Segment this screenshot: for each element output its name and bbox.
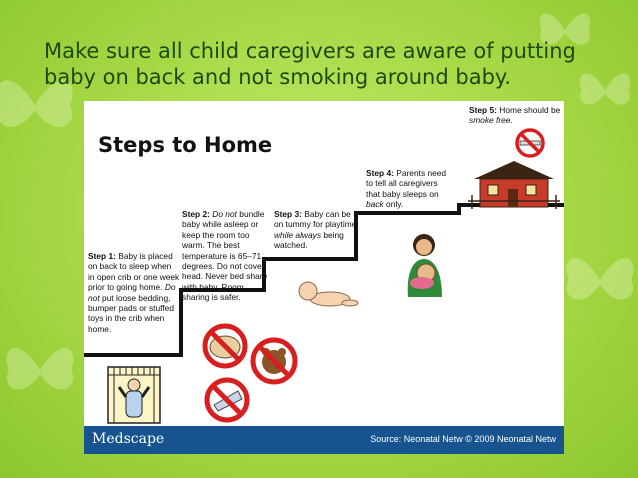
house-icon [468,157,560,211]
slide-title-line-1: Make sure all child caregivers are aware of putting [44,39,576,63]
step-1-text [88,251,180,334]
slide-title [44,38,604,90]
step-1-body-2: put loose bedding, bumper pads or stuffed toys in the crib when home. [88,292,174,334]
step-1-label: Step 1: [88,251,116,261]
butterfly-icon [560,240,638,320]
crib-icon [106,365,162,425]
step-3-emphasis: while always [274,229,322,240]
slide-title-line-2: baby on back and not smoking around baby. [44,65,512,89]
step-4-text [366,168,450,210]
step-2-body: bundle baby while asleep or keep the room too warm. The best temperature is 65–71 degrees. Do not cover head. Never bed share with baby. Room sharing is safer. [182,209,268,303]
step-4-body-2: only. [386,199,404,210]
step-3-label: Step 3: [274,209,302,219]
step-1-body: Baby is placed on back to sleep when in open crib or one week prior to going home. [88,251,180,293]
step-3-body: Baby can be on tummy for playtime [274,209,357,230]
baby-tummy-time-icon [296,277,360,309]
step-5-emphasis: smoke free. [469,115,513,126]
step-3-text [274,209,360,251]
step-5-body: Home should be [499,105,561,115]
step-1-emphasis: Do not [88,282,176,303]
step-2-emphasis: Do not [212,209,237,219]
step-3-body-2: being watched. [274,229,344,251]
no-blanket-icon [204,377,250,423]
step-4-body: Parents need to tell all caregivers that baby sleeps on [366,168,447,199]
step-4-label: Step 4: [366,168,394,178]
figure-footer [84,426,564,454]
butterfly-icon [0,330,80,410]
no-smoking-icon [514,127,546,159]
step-5-text [469,105,561,126]
step-2-label: Step 2: [182,209,210,219]
no-teddy-bear-icon [250,337,298,385]
steps-to-home-figure [84,101,564,454]
step-2-text [182,209,270,303]
source-credit: Source: Neonatal Netw © 2009 Neonatal Netw [370,434,556,444]
medscape-logo: Medscape [92,431,165,447]
step-4-emphasis: back [366,199,384,210]
step-5-label: Step 5: [469,105,497,115]
parent-holding-baby-icon [402,231,448,299]
no-pillow-icon [202,323,248,369]
figure-heading: Steps to Home [98,133,273,157]
